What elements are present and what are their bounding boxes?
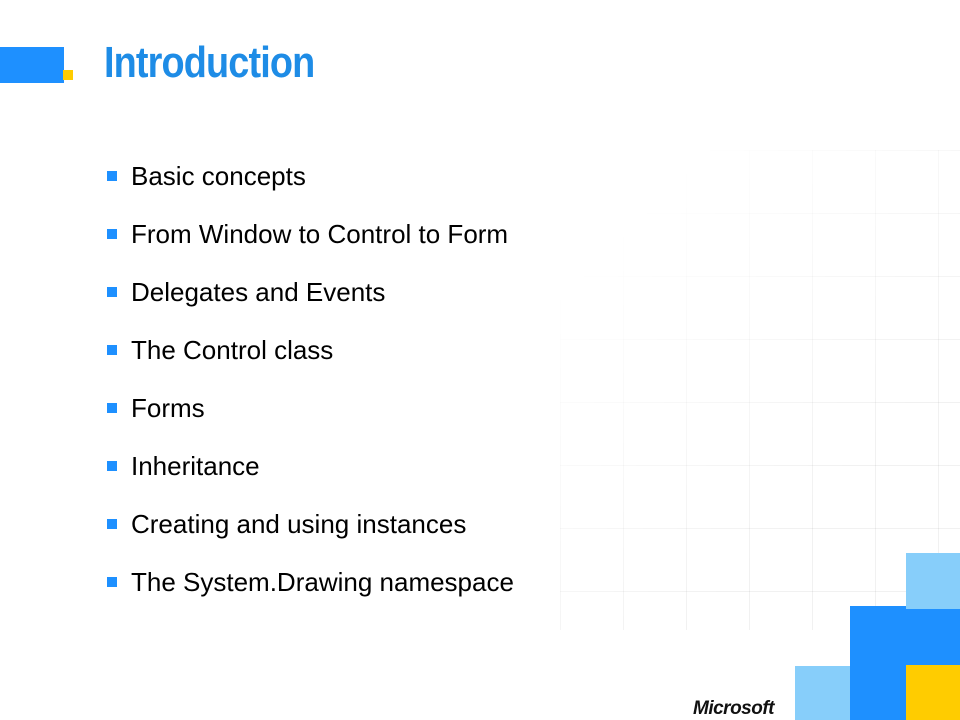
bullet-text: Inheritance — [131, 450, 260, 481]
decor-block-light-blue — [795, 666, 850, 720]
bullet-text: The Control class — [131, 334, 334, 365]
square-bullet-icon — [107, 519, 117, 529]
slide-title: Introduction — [104, 38, 315, 87]
bullet-text: Basic concepts — [131, 160, 306, 191]
decor-block-light-blue — [906, 553, 960, 609]
square-bullet-icon — [107, 345, 117, 355]
bullet-item — [107, 553, 514, 611]
background-grid — [560, 150, 960, 630]
bullet-item — [107, 263, 514, 321]
bullet-text: The System.Drawing namespace — [131, 566, 514, 597]
bullet-item — [107, 321, 514, 379]
title-accent-square — [63, 70, 73, 80]
bullet-text: Forms — [131, 392, 205, 423]
bullet-item — [107, 379, 514, 437]
square-bullet-icon — [107, 461, 117, 471]
title-accent-bar — [0, 47, 64, 83]
bullet-item — [107, 205, 514, 263]
decor-block-yellow — [906, 665, 960, 720]
square-bullet-icon — [107, 403, 117, 413]
bullet-text: From Window to Control to Form — [131, 218, 509, 249]
bullet-text: Creating and using instances — [131, 508, 467, 539]
decor-block-blue — [906, 609, 960, 665]
square-bullet-icon — [107, 229, 117, 239]
bullet-item — [107, 437, 514, 495]
bullet-item — [107, 495, 514, 553]
square-bullet-icon — [107, 171, 117, 181]
bullet-text: Delegates and Events — [131, 276, 386, 307]
square-bullet-icon — [107, 577, 117, 587]
square-bullet-icon — [107, 287, 117, 297]
bullet-list — [107, 147, 514, 611]
decor-block-blue — [850, 606, 906, 666]
decor-block-blue — [850, 666, 906, 720]
bullet-item — [107, 147, 514, 205]
microsoft-logo: Microsoft — [693, 698, 774, 719]
